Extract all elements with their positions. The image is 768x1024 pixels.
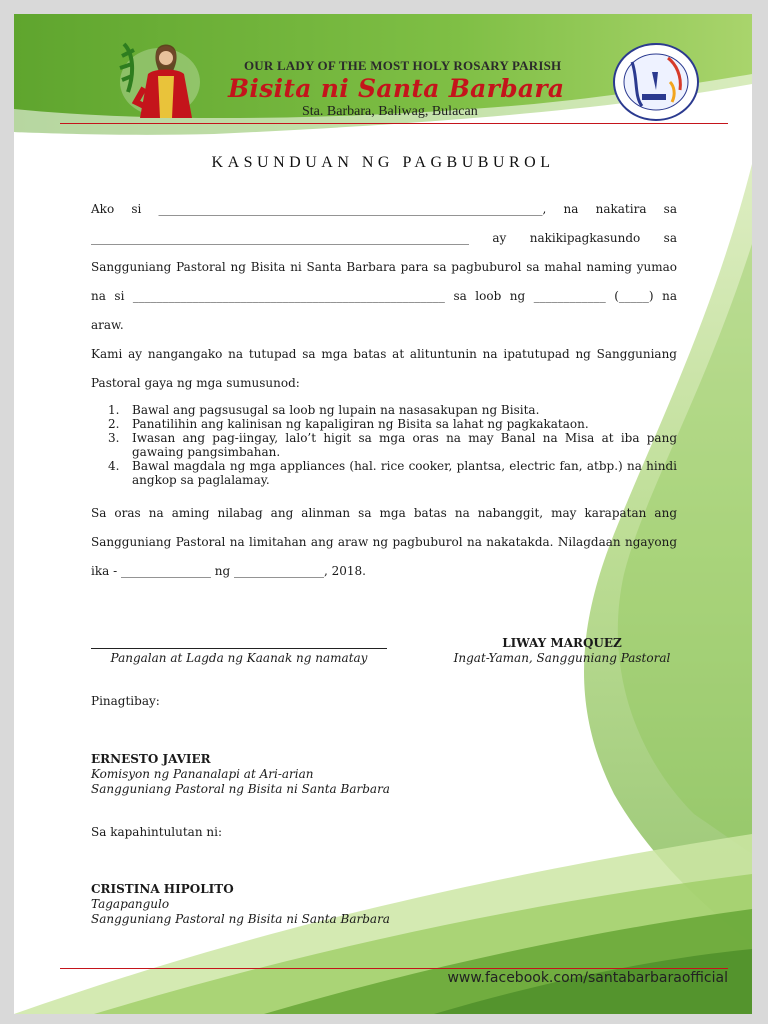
paragraph-line: Pastoral gaya ng mga sumusunod: xyxy=(91,376,300,390)
paragraph-line: Sangguniang Pastoral na limitahan ang araw ng pagbuburol na nakatakda. Nilagdaan ngayong xyxy=(91,535,677,549)
list-item-number: 4. xyxy=(108,459,120,473)
list-item xyxy=(108,403,677,417)
permission-label: Sa kapahintulutan ni: xyxy=(91,825,222,839)
footer-rule xyxy=(60,968,728,969)
approved-label: Pinagtibay: xyxy=(91,694,160,708)
list-item-number: 3. xyxy=(108,431,120,445)
list-item-text: Iwasan ang pag-iingay, lalo’t higit sa mga oras na may Banal na Misa at iba pang gawaing pangsimbahan. xyxy=(132,431,677,459)
relative-signature-line xyxy=(91,648,387,649)
header-rule xyxy=(60,123,728,124)
paragraph-line: araw. xyxy=(91,318,124,332)
list-item-number: 1. xyxy=(108,403,120,417)
list-item-text: Bawal ang pagsusugal sa loob ng lupain na nasasakupan ng Bisita. xyxy=(132,403,540,417)
treasurer-name: LIWAY MARQUEZ xyxy=(502,636,622,650)
facebook-link[interactable]: www.facebook.com/santabarbaraofficial xyxy=(447,970,728,986)
chapel-name: Bisita ni Santa Barbara xyxy=(228,74,565,103)
list-item xyxy=(108,417,677,431)
parish-name: OUR LADY OF THE MOST HOLY ROSARY PARISH xyxy=(244,58,562,73)
document-title: KASUNDUAN NG PAGBUBUROL xyxy=(211,154,555,171)
document-page xyxy=(14,14,752,1014)
paragraph-line: Sangguniang Pastoral ng Bisita ni Santa Barbara para sa pagbuburol sa mahal naming yumao xyxy=(91,260,677,274)
treasurer-title: Ingat-Yaman, Sangguniang Pastoral xyxy=(453,651,671,665)
santa-barbara-image xyxy=(114,34,206,118)
paragraph-line: ika - _______________ ng _______________, 2018. xyxy=(91,564,366,578)
list-item xyxy=(108,459,677,487)
list-item-number: 2. xyxy=(108,417,120,431)
approver-name: ERNESTO JAVIER xyxy=(91,752,211,766)
chair-organization: Sangguniang Pastoral ng Bisita ni Santa Barbara xyxy=(91,912,390,926)
paragraph-line: Kami ay nangangako na tutupad sa mga batas at alituntunin na ipatutupad ng Sangguniang xyxy=(91,347,677,361)
chair-name: CRISTINA HIPOLITO xyxy=(91,882,234,896)
relative-signature-caption: Pangalan at Lagda ng Kaanak ng namatay xyxy=(110,651,368,665)
list-item-text: Panatilihin ang kalinisan ng kapaligiran ng Bisita sa lahat ng pagkakataon. xyxy=(132,417,589,431)
list-item xyxy=(108,431,677,459)
paragraph-line: _______________________________________________________________ ay nakikipagkasundo sa xyxy=(91,231,677,245)
parish-address: Sta. Barbara, Baliwag, Bulacan xyxy=(302,104,478,119)
list-item-text: Bawal magdala ng mga appliances (hal. rice cooker, plantsa, electric fan, atbp.) na hindi angkop sa paglalamay. xyxy=(132,459,677,487)
rules-list xyxy=(108,403,677,487)
paragraph-line: Sa oras na aming nilabag ang alinman sa mga batas na nabanggit, may karapatan ang xyxy=(91,506,677,520)
parish-seal-logo xyxy=(612,42,700,122)
chair-title: Tagapangulo xyxy=(91,897,170,911)
paragraph-line: na si ____________________________________________________ sa loob ng ____________ (_____) na xyxy=(91,289,677,303)
paragraph-line: Ako si ________________________________________________________________, na nakatira sa xyxy=(91,202,677,216)
approver-title: Komisyon ng Pananalapi at Ari-arian xyxy=(91,767,314,781)
approver-organization: Sangguniang Pastoral ng Bisita ni Santa Barbara xyxy=(91,782,390,796)
